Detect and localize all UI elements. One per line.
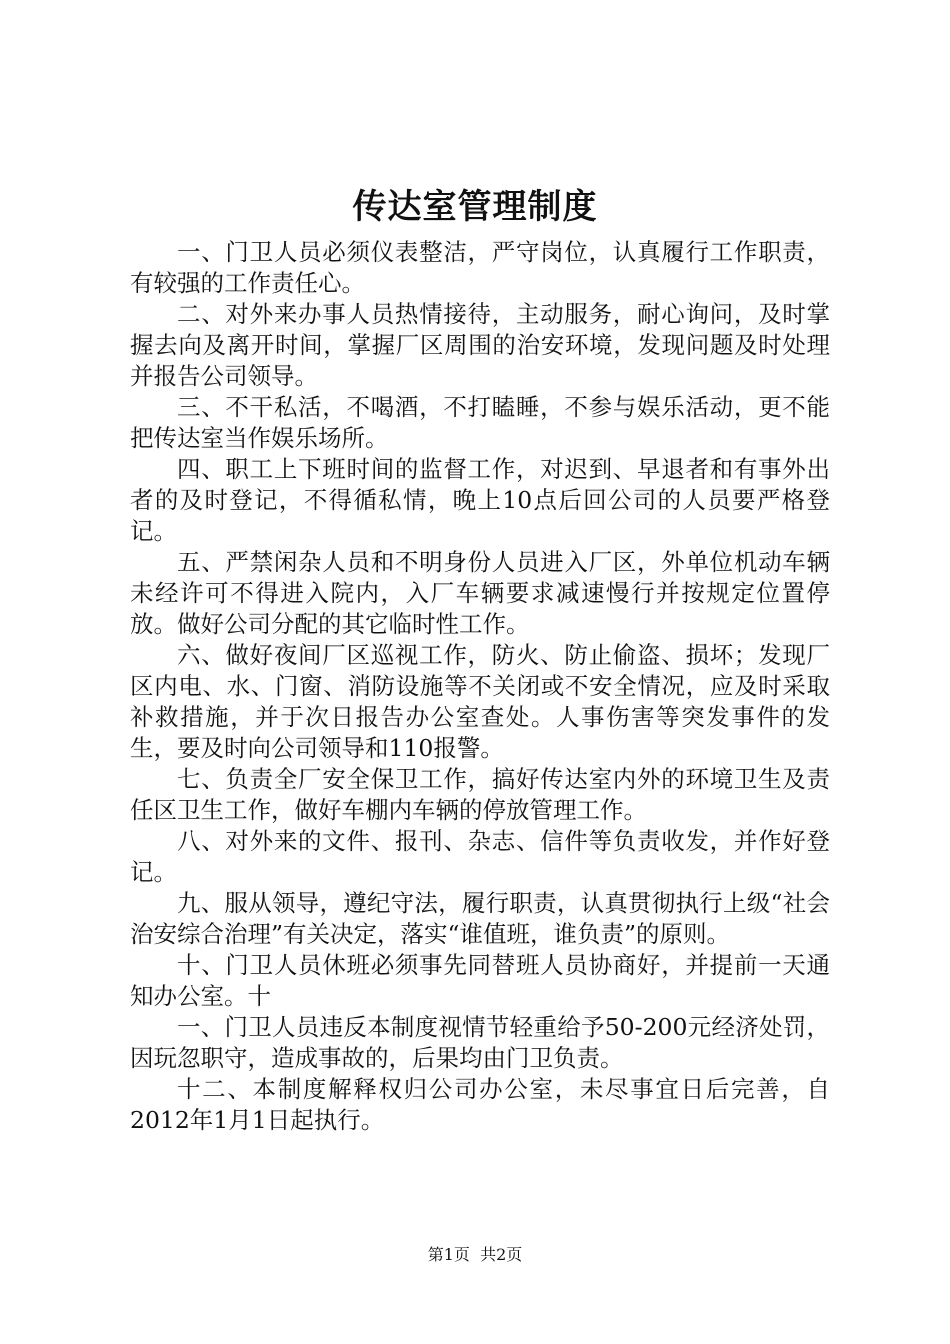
paragraph-2: 二、对外来办事人员热情接待，主动服务，耐心询问，及时掌握去向及离开时间，掌握厂区周围的治安环境，发现问题及时处理并报告公司领导。 (130, 300, 830, 390)
paragraph-10: 十、门卫人员休班必须事先同替班人员协商好，并提前一天通知办公室。十 (130, 951, 830, 1010)
document-body (130, 237, 830, 1136)
paragraph-4: 四、职工上下班时间的监督工作，对迟到、早退者和有事外出者的及时登记，不得循私情，晚上10点后回公司的人员要严格登记。 (130, 455, 830, 545)
paragraph-7: 七、负责全厂安全保卫工作，搞好传达室内外的环境卫生及责任区卫生工作，做好车棚内车辆的停放管理工作。 (130, 765, 830, 824)
paragraph-8: 八、对外来的文件、报刊、杂志、信件等负责收发，并作好登记。 (130, 827, 830, 886)
page-footer (0, 1244, 950, 1266)
paragraph-11: 一、门卫人员违反本制度视情节轻重给予50-200元经济处罚，因玩忽职守，造成事故的，后果均由门卫负责。 (130, 1013, 830, 1072)
paragraph-5: 五、严禁闲杂人员和不明身份人员进入厂区，外单位机动车辆未经许可不得进入院内，入厂车辆要求减速慢行并按规定位置停放。做好公司分配的其它临时性工作。 (130, 548, 830, 638)
paragraph-3: 三、不干私活，不喝酒，不打瞌睡，不参与娱乐活动，更不能把传达室当作娱乐场所。 (130, 393, 830, 452)
page-number: 第1页 共2页 (427, 1245, 523, 1264)
paragraph-9: 九、服从领导，遵纪守法，履行职责，认真贯彻执行上级“社会治安综合治理”有关决定，落实“谁值班，谁负责”的原则。 (130, 889, 830, 948)
paragraph-6: 六、做好夜间厂区巡视工作，防火、防止偷盗、损坏；发现厂区内电、水、门窗、消防设施等不关闭或不安全情况，应及时采取补救措施，并于次日报告办公室查处。人事伤害等突发事件的发生，要及时向公司领导和110报警。 (130, 641, 830, 762)
paragraph-1: 一、门卫人员必须仪表整洁，严守岗位，认真履行工作职责，有较强的工作责任心。 (130, 238, 830, 297)
document-title: 传达室管理制度 (352, 187, 598, 227)
paragraph-12: 十二、本制度解释权归公司办公室，未尽事宜日后完善，自2012年1月1日起执行。 (130, 1075, 830, 1134)
